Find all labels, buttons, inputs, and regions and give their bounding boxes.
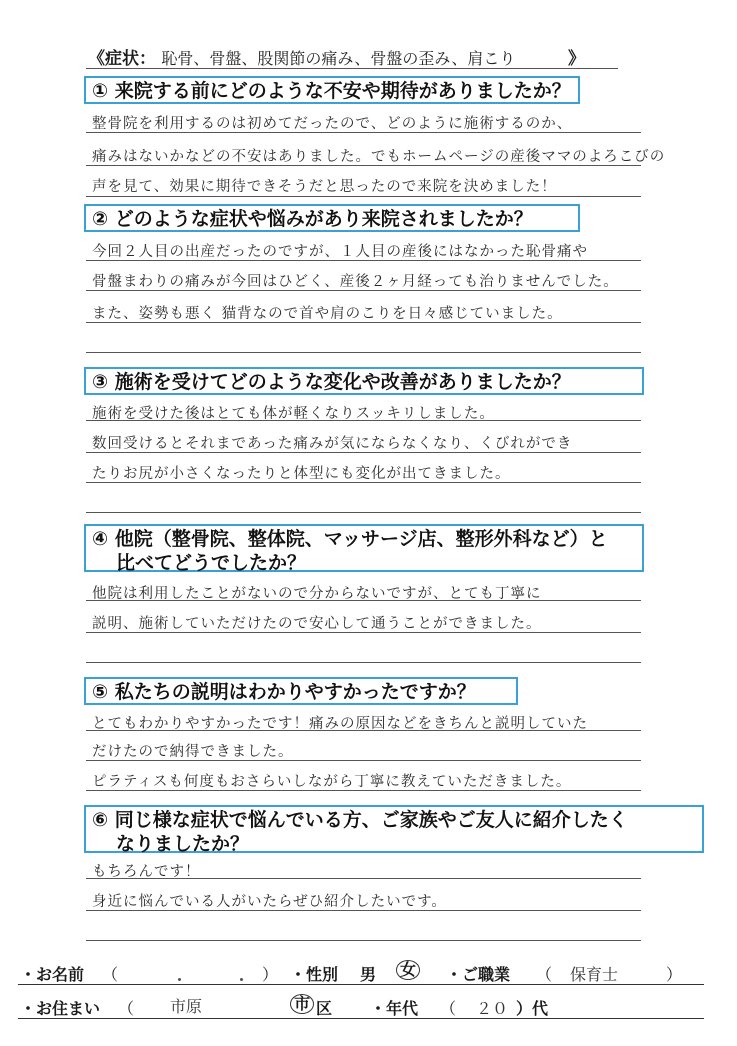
rule-4-1 xyxy=(86,600,641,601)
symptoms-line xyxy=(88,44,608,70)
answer-6-line-1: もちろんです！ xyxy=(92,864,201,880)
question-4 xyxy=(84,524,644,572)
symptoms-value: 恥骨、骨盤、股関節の痛み、骨盤の歪み、肩こり xyxy=(161,49,516,68)
age-open-paren: （ xyxy=(440,999,457,1018)
question-1-text: ① 来院する前にどのような不安や期待がありましたか？ xyxy=(92,80,571,102)
rule-3-4 xyxy=(86,512,641,513)
address-open-paren: （ xyxy=(118,999,135,1018)
question-5 xyxy=(84,677,518,705)
answer-2-line-3: また、姿勢も悪く 猫背なので首や肩のこりを日々感じていました。 xyxy=(92,306,563,322)
symptoms-close-bracket: 》 xyxy=(568,49,585,69)
name-mark-1 xyxy=(178,978,181,981)
symptoms-label: 症状： xyxy=(105,49,156,69)
rule-3-3 xyxy=(86,482,641,483)
gender-female-circle: 女 xyxy=(396,960,420,980)
answer-1-line-2: 痛みはないかなどの不安はありました。でもホームページの産後ママのよろこびの xyxy=(92,149,666,165)
rule-6-3 xyxy=(86,940,641,941)
rule-5-2 xyxy=(86,760,641,761)
question-1 xyxy=(84,76,580,104)
question-2-text: ② どのような症状や悩みがあり来院されましたか？ xyxy=(92,208,533,230)
footer-rule-2 xyxy=(18,1018,704,1019)
question-6-text-line-2: なりましたか？ xyxy=(116,833,250,855)
answer-1-line-3: 声を見て、効果に期待できそうだと思ったので来院を決めました！ xyxy=(92,179,557,195)
rule-1-1 xyxy=(86,132,641,133)
job-open-paren: （ xyxy=(536,965,553,984)
rule-2-4 xyxy=(86,352,641,353)
age-value: ２０ xyxy=(476,999,509,1018)
address-ku: 区 xyxy=(316,999,333,1018)
rule-6-1 xyxy=(86,878,641,879)
rule-2-2 xyxy=(86,290,641,291)
rule-2-1 xyxy=(86,260,641,261)
address-label: ・お住まい xyxy=(20,999,101,1018)
answer-4-line-1: 他院は利用したことがないので分からないですが、とても丁寧に xyxy=(92,586,542,602)
rule-3-1 xyxy=(86,420,641,421)
rule-1-2 xyxy=(86,165,641,166)
answer-3-line-2: 数回受けるとそれまであった痛みが気にならなくなり、くびれができ xyxy=(92,436,573,452)
name-close-paren: ） xyxy=(262,965,279,984)
rule-4-2 xyxy=(86,632,641,633)
question-4-text-line-1: ④ 他院（整骨院、整体院、マッサージ店、整形外科など）と xyxy=(92,528,608,550)
rule-6-2 xyxy=(86,910,641,911)
symptoms-open-bracket: 《 xyxy=(88,49,105,69)
rule-5-1 xyxy=(86,730,641,731)
answer-3-line-1: 施術を受けた後はとても体が軽くなりスッキリしました。 xyxy=(92,406,495,422)
rule-5-3 xyxy=(86,790,641,791)
answer-5-line-3: ピラティスも何度もおさらいしながら丁寧に教えていただきました。 xyxy=(92,774,572,790)
question-6 xyxy=(84,805,704,853)
gender-label: ・性別 xyxy=(290,965,339,984)
symptoms-underline xyxy=(86,68,618,69)
address-city xyxy=(290,994,314,1014)
question-3 xyxy=(84,367,644,395)
name-mark-2 xyxy=(240,978,243,981)
footer-rule-1 xyxy=(18,984,704,985)
answer-5-line-1: とてもわかりやすかったです！痛みの原因などをきちんと説明していた xyxy=(92,716,588,732)
rule-4-3 xyxy=(86,662,641,663)
rule-2-3 xyxy=(86,322,641,323)
job-close-paren: ） xyxy=(666,965,683,984)
name-open-paren: （ xyxy=(102,965,119,984)
answer-4-line-2: 説明、施術していただけたので安心して通うことができました。 xyxy=(92,616,542,632)
rule-1-3 xyxy=(86,196,641,197)
answer-1-line-1: 整骨院を利用するのは初めてだったので、どのように施術するのか、 xyxy=(92,116,573,132)
answer-3-line-3: たりお尻が小さくなったりと体型にも変化が出てきました。 xyxy=(92,466,511,482)
question-5-text: ⑤ 私たちの説明はわかりやすかったですか？ xyxy=(92,681,476,703)
answer-5-line-2: だけたので納得できました。 xyxy=(92,744,294,760)
question-2 xyxy=(84,204,580,232)
question-6-text-line-1: ⑥ 同じ様な症状で悩んでいる方、ご家族やご友人に紹介したく xyxy=(92,809,628,831)
question-4-text-line-2: 比べてどうでしたか？ xyxy=(116,552,307,574)
answer-2-line-2: 骨盤まわりの痛みが今回はひどく、産後２ヶ月経っても治りませんでした。 xyxy=(92,274,619,290)
gender-male: 男 xyxy=(360,965,377,984)
job-value: 保育士 xyxy=(570,965,619,984)
rule-3-2 xyxy=(86,452,641,453)
age-label: ・年代 xyxy=(370,999,419,1018)
question-3-text: ③ 施術を受けてどのような変化や改善がありましたか？ xyxy=(92,371,571,393)
address-city-circle: 市 xyxy=(290,994,314,1014)
answer-6-line-2: 身近に悩んでいる人がいたらぜひ紹介したいです。 xyxy=(92,894,447,910)
job-label: ・ご職業 xyxy=(446,965,511,984)
answer-2-line-1: 今回２人目の出産だったのですが、１人目の産後にはなかった恥骨痛や xyxy=(92,244,588,260)
address-value: 市原 xyxy=(170,997,203,1016)
name-label: ・お名前 xyxy=(20,965,85,984)
age-close-suffix: ）代 xyxy=(516,999,549,1018)
gender-female xyxy=(396,960,420,980)
